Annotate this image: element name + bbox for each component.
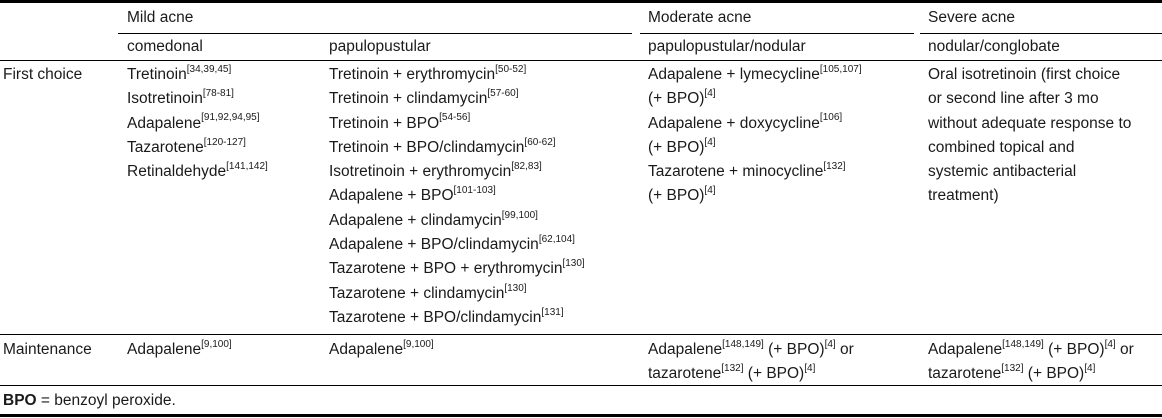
entry-text: Isotretinoin	[127, 90, 203, 108]
entry-text: Adapalene + BPO/clindamycin	[329, 236, 539, 254]
row-label-first-choice: First choice	[3, 66, 83, 83]
reference-superscript: [132]	[721, 363, 744, 375]
entry-text: (+ BPO)	[648, 138, 705, 156]
entry-line	[928, 63, 1131, 87]
entry-line	[127, 63, 268, 87]
reference-superscript: [60-62]	[524, 136, 556, 148]
entry-text: tazarotene	[928, 365, 1002, 383]
reference-superscript: [141,142]	[226, 161, 268, 173]
cell-first-choice-severe	[928, 63, 1131, 209]
entry-line	[928, 160, 1131, 184]
entry-text: (+ BPO)	[763, 341, 825, 358]
entry-text: (+ BPO)	[743, 365, 805, 383]
subheader-papulopustular-nodular: papulopustular/nodular	[648, 38, 806, 55]
entry-text: Tretinoin + BPO/clindamycin	[329, 138, 525, 156]
entry-line	[329, 112, 585, 136]
reference-superscript: [4]	[824, 338, 836, 350]
entry-line	[329, 233, 585, 257]
entry-text: Oral isotretinoin (first choice	[928, 66, 1121, 83]
entry-text: Adapalene	[127, 114, 202, 132]
cell-first-choice-papulopustular	[329, 63, 585, 330]
entry-line	[928, 362, 1134, 386]
entry-line	[928, 338, 1134, 362]
cell-maintenance-moderate	[648, 338, 854, 387]
reference-superscript: [4]	[704, 88, 716, 100]
entry-text: Tretinoin + BPO	[329, 114, 440, 132]
row-divider	[0, 334, 1162, 335]
reference-superscript: [148,149]	[722, 338, 764, 350]
entry-text: Tretinoin	[127, 66, 187, 83]
entry-text: Adapalene	[127, 341, 202, 358]
header-rule	[0, 60, 1162, 61]
entry-line	[928, 87, 1131, 111]
entry-line	[648, 184, 862, 208]
entry-line	[928, 184, 1131, 208]
entry-text: without adequate response to	[928, 114, 1132, 132]
reference-superscript: [4]	[704, 185, 716, 197]
reference-superscript: [4]	[804, 363, 816, 375]
reference-superscript: [101-103]	[453, 185, 496, 197]
entry-line	[127, 338, 232, 362]
entry-line	[329, 282, 585, 306]
entry-line	[648, 112, 862, 136]
entry-text: Tretinoin + clindamycin	[329, 90, 488, 108]
bottom-rule	[0, 414, 1162, 417]
reference-superscript: [57-60]	[487, 88, 519, 100]
reference-superscript: [91,92,94,95]	[201, 112, 260, 124]
entry-line	[329, 136, 585, 160]
entry-line	[329, 63, 585, 87]
entry-line	[127, 136, 268, 160]
entry-text: or	[835, 341, 854, 358]
entry-text: Retinaldehyde	[127, 163, 227, 181]
entry-line	[329, 338, 434, 362]
reference-superscript: [62,104]	[538, 233, 575, 245]
group-header-severe: Severe acne	[928, 9, 1016, 26]
reference-superscript: [105,107]	[819, 63, 862, 75]
entry-text: Isotretinoin + erythromycin	[329, 163, 512, 181]
subheader-nodular-conglobate: nodular/conglobate	[928, 38, 1060, 55]
reference-superscript: [99,100]	[501, 209, 538, 221]
entry-line	[127, 87, 268, 111]
entry-text: Tazarotene	[127, 138, 204, 156]
reference-superscript: [130]	[562, 258, 585, 270]
reference-superscript: [34,39,45]	[186, 63, 232, 75]
entry-line	[648, 160, 862, 184]
entry-text: Adapalene + doxycycline	[648, 114, 820, 132]
cell-maintenance-papulopustular	[329, 338, 434, 362]
group-header-mild: Mild acne	[127, 9, 194, 26]
reference-superscript: [4]	[704, 136, 716, 148]
entry-text: Tazarotene + BPO/clindamycin	[329, 308, 542, 326]
reference-superscript: [130]	[504, 282, 527, 294]
subheader-papulopustular: papulopustular	[329, 38, 431, 55]
entry-line	[329, 306, 585, 330]
entry-text: Tazarotene + minocycline	[648, 163, 824, 181]
entry-line	[127, 112, 268, 136]
reference-superscript: [9,100]	[403, 338, 434, 350]
entry-line	[648, 87, 862, 111]
entry-line	[329, 160, 585, 184]
entry-text: tazarotene	[648, 365, 722, 383]
entry-text: (+ BPO)	[1023, 365, 1085, 383]
cell-first-choice-comedonal	[127, 63, 268, 184]
entry-text: Adapalene	[648, 341, 723, 358]
reference-superscript: [148,149]	[1002, 338, 1044, 350]
reference-superscript: [82,83]	[511, 161, 542, 173]
entry-line	[329, 87, 585, 111]
entry-text: Tretinoin + erythromycin	[329, 66, 496, 83]
reference-superscript: [9,100]	[201, 338, 232, 350]
reference-superscript: [4]	[1084, 363, 1096, 375]
entry-text: (+ BPO)	[648, 90, 705, 108]
footnote-text: = benzoyl peroxide.	[36, 392, 176, 409]
entry-text: Tazarotene + BPO + erythromycin	[329, 260, 563, 278]
subheader-comedonal: comedonal	[127, 38, 203, 55]
reference-superscript: [132]	[1001, 363, 1024, 375]
entry-line	[648, 362, 854, 386]
entry-line	[928, 112, 1131, 136]
entry-text: Adapalene + BPO	[329, 187, 454, 205]
entry-text: or	[1115, 341, 1134, 358]
entry-text: Adapalene	[329, 341, 404, 358]
entry-text: Adapalene + lymecycline	[648, 66, 820, 83]
moderate-group-rule	[640, 33, 914, 34]
mild-group-rule	[118, 33, 632, 34]
entry-text: Tazarotene + clindamycin	[329, 284, 505, 302]
group-header-moderate: Moderate acne	[648, 9, 752, 26]
entry-line	[928, 136, 1131, 160]
entry-text: Adapalene + clindamycin	[329, 211, 502, 229]
entry-line	[648, 63, 862, 87]
entry-line	[329, 257, 585, 281]
reference-superscript: [78-81]	[202, 88, 234, 100]
entry-line	[648, 338, 854, 362]
reference-superscript: [131]	[541, 306, 564, 318]
cell-maintenance-comedonal	[127, 338, 232, 362]
reference-superscript: [120-127]	[203, 136, 246, 148]
entry-line	[648, 136, 862, 160]
reference-superscript: [54-56]	[439, 112, 471, 124]
entry-text: systemic antibacterial	[928, 163, 1077, 181]
footnote-abbr: BPO	[3, 392, 37, 409]
entry-text: (+ BPO)	[1043, 341, 1105, 358]
top-rule	[0, 0, 1162, 3]
reference-superscript: [132]	[823, 161, 846, 173]
entry-text: Adapalene	[928, 341, 1003, 358]
entry-line	[329, 209, 585, 233]
entry-text: treatment)	[928, 187, 999, 205]
row-label-maintenance: Maintenance	[3, 341, 92, 358]
footnote	[3, 389, 176, 413]
entry-line	[329, 184, 585, 208]
cell-maintenance-severe	[928, 338, 1134, 387]
reference-superscript: [4]	[1104, 338, 1116, 350]
cell-first-choice-moderate	[648, 63, 862, 209]
entry-text: or second line after 3 mo	[928, 90, 1099, 108]
entry-text: (+ BPO)	[648, 187, 705, 205]
reference-superscript: [50-52]	[495, 63, 527, 75]
entry-line	[127, 160, 268, 184]
entry-text: combined topical and	[928, 138, 1075, 156]
reference-superscript: [106]	[819, 112, 843, 124]
severe-group-rule	[920, 33, 1162, 34]
